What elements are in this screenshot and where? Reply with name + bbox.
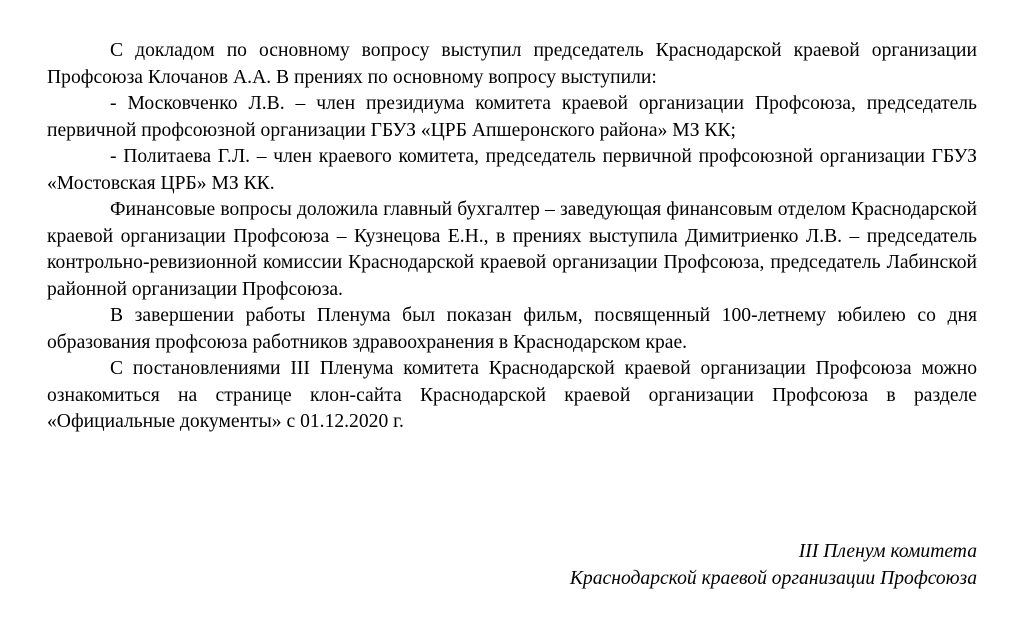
signature-block [570, 538, 977, 592]
paragraph-financial: Финансовые вопросы доложила главный бухгалтер – заведующая финансовым отделом Краснодарской краевой организации Профсоюза – Кузнецова Е.Н., в прениях выступила Димитриенко Л.В. – председатель контрольно-ревизионной комиссии Краснодарской краевой организации Профсоюза, председатель Лабинской районной организации Профсоюза. [47, 199, 977, 300]
paragraph-speaker-moskovchenko: - Московченко Л.В. – член президиума комитета краевой организации Профсоюза, председатель первичной профсоюзной организации ГБУЗ «ЦРБ Апшеронского района» МЗ КК; [47, 93, 977, 141]
paragraph-speaker-politaeva: - Политаева Г.Л. – член краевого комитета, председатель первичной профсоюзной организации ГБУЗ «Мостовская ЦРБ» МЗ КК. [47, 146, 977, 194]
signature-line-2: Краснодарской краевой организации Профсоюза [569, 568, 977, 589]
signature-line-1: III Пленум комитета [798, 541, 977, 562]
paragraph-film: В завершении работы Пленума был показан фильм, посвященный 100-летнему юбилею со дня образования профсоюза работников здравоохранения в Краснодарском крае. [47, 305, 977, 353]
paragraph-resolutions: С постановлениями III Пленума комитета Краснодарской краевой организации Профсоюза можно ознакомиться на странице клон-сайта Краснодарской краевой организации Профсоюза в разделе «Официальные документы» с 01.12.2020 г. [47, 358, 977, 432]
document-body [47, 38, 977, 436]
paragraph-report: С докладом по основному вопросу выступил председатель Краснодарской краевой организации Профсоюза Клочанов А.А. В прениях по основному вопросу выступили: [47, 40, 977, 88]
